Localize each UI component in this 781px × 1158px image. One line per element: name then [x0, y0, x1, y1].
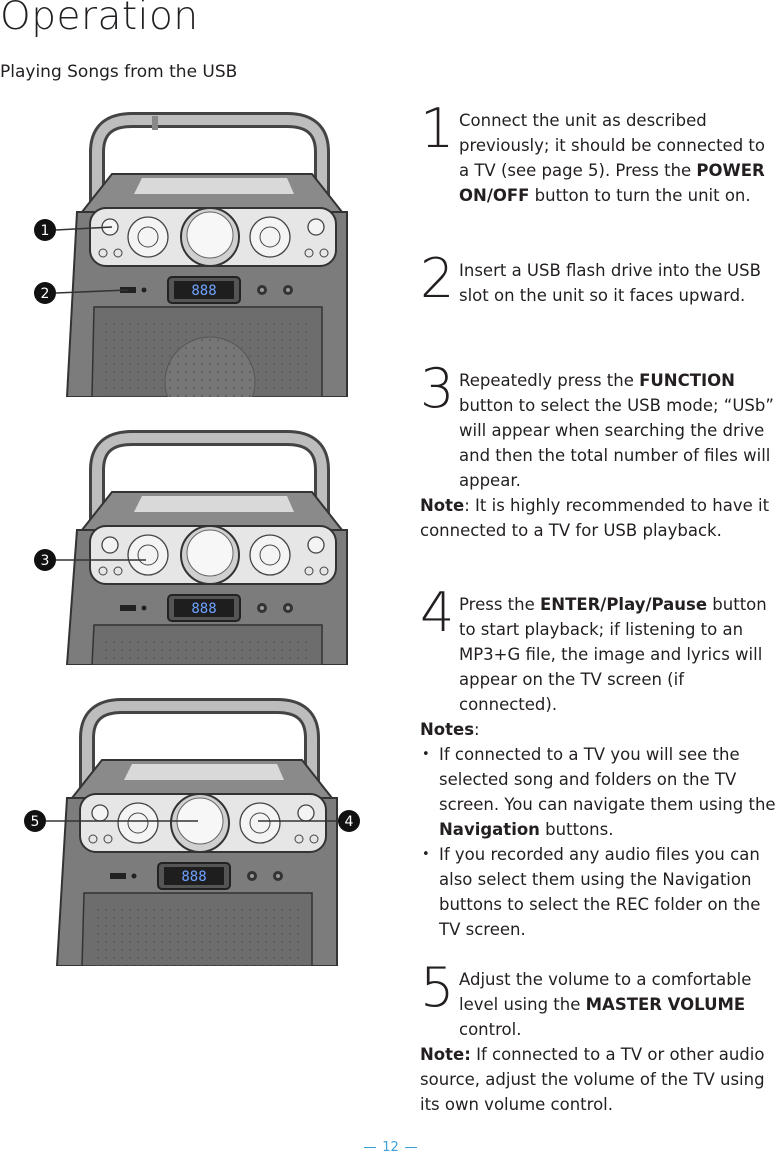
power-button-label: POWER ON/OFF: [459, 161, 765, 205]
step-text: Insert a USB flash drive into the USB slot on the unit so it faces upward.: [459, 261, 761, 305]
speaker-illustration-function: [22, 430, 362, 665]
step-1: [420, 97, 780, 208]
page-footer: [0, 1140, 781, 1155]
display-digits: 888: [191, 283, 217, 299]
step-text: Adjust the volume to a comfortable level using the MASTER VOLUME control.: [459, 970, 752, 1039]
list-item: • If you recorded any audio files you can also select them using the Navigation buttons to select the REC folder on the TV screen.: [420, 842, 780, 942]
step-2: [420, 247, 780, 310]
step-notes-heading: Notes:: [420, 720, 480, 739]
callout-1: 1: [40, 223, 50, 239]
speaker-illustration-power-usb: [22, 112, 362, 397]
section-subtitle: Playing Songs from the USB: [0, 62, 238, 82]
step-text: Connect the unit as described previously; it should be connected to a TV (see page 5). Press the POWER ON/OFF button to turn the unit on.: [459, 111, 765, 205]
enter-play-pause-label: ENTER/Play/Pause: [540, 595, 708, 614]
list-item: • If connected to a TV you will see the selected song and folders on the TV screen. You can navigate them using the Navigation buttons.: [420, 742, 780, 842]
callout-4: 4: [344, 814, 354, 830]
page-number: 12: [382, 1140, 399, 1155]
step-4: [420, 581, 780, 942]
step-number: 5: [420, 956, 455, 1019]
svg-text:888: 888: [191, 601, 217, 617]
step-text: Press the ENTER/Play/Pause button to start playback; if listening to an MP3+G file, the image and lyrics will appear on the TV screen (if connected).: [459, 595, 767, 714]
callout-2: 2: [40, 286, 50, 302]
step-number: 1: [420, 97, 455, 160]
notes-list: [420, 742, 780, 942]
master-volume-label: MASTER VOLUME: [585, 995, 746, 1014]
step-3: [420, 357, 780, 543]
step-note: Note: It is highly recommended to have it connected to a TV for USB playback.: [420, 496, 770, 540]
step-text: Repeatedly press the FUNCTION button to select the USB mode; “USb” will appear when searching the drive and then the total number of files will appear.: [459, 371, 774, 490]
step-note: Note: If connected to a TV or other audio source, adjust the volume of the TV using its own volume control.: [420, 1045, 765, 1114]
page-title: Operation: [0, 0, 199, 39]
step-number: 3: [420, 357, 455, 420]
function-button-label: FUNCTION: [639, 371, 735, 390]
callout-3: 3: [40, 553, 50, 569]
step-number: 2: [420, 247, 455, 310]
step-5: [420, 956, 780, 1117]
callout-5: 5: [30, 814, 40, 830]
svg-text:888: 888: [181, 869, 207, 885]
step-number: 4: [420, 581, 455, 644]
speaker-illustration-enter-volume: [22, 698, 362, 966]
